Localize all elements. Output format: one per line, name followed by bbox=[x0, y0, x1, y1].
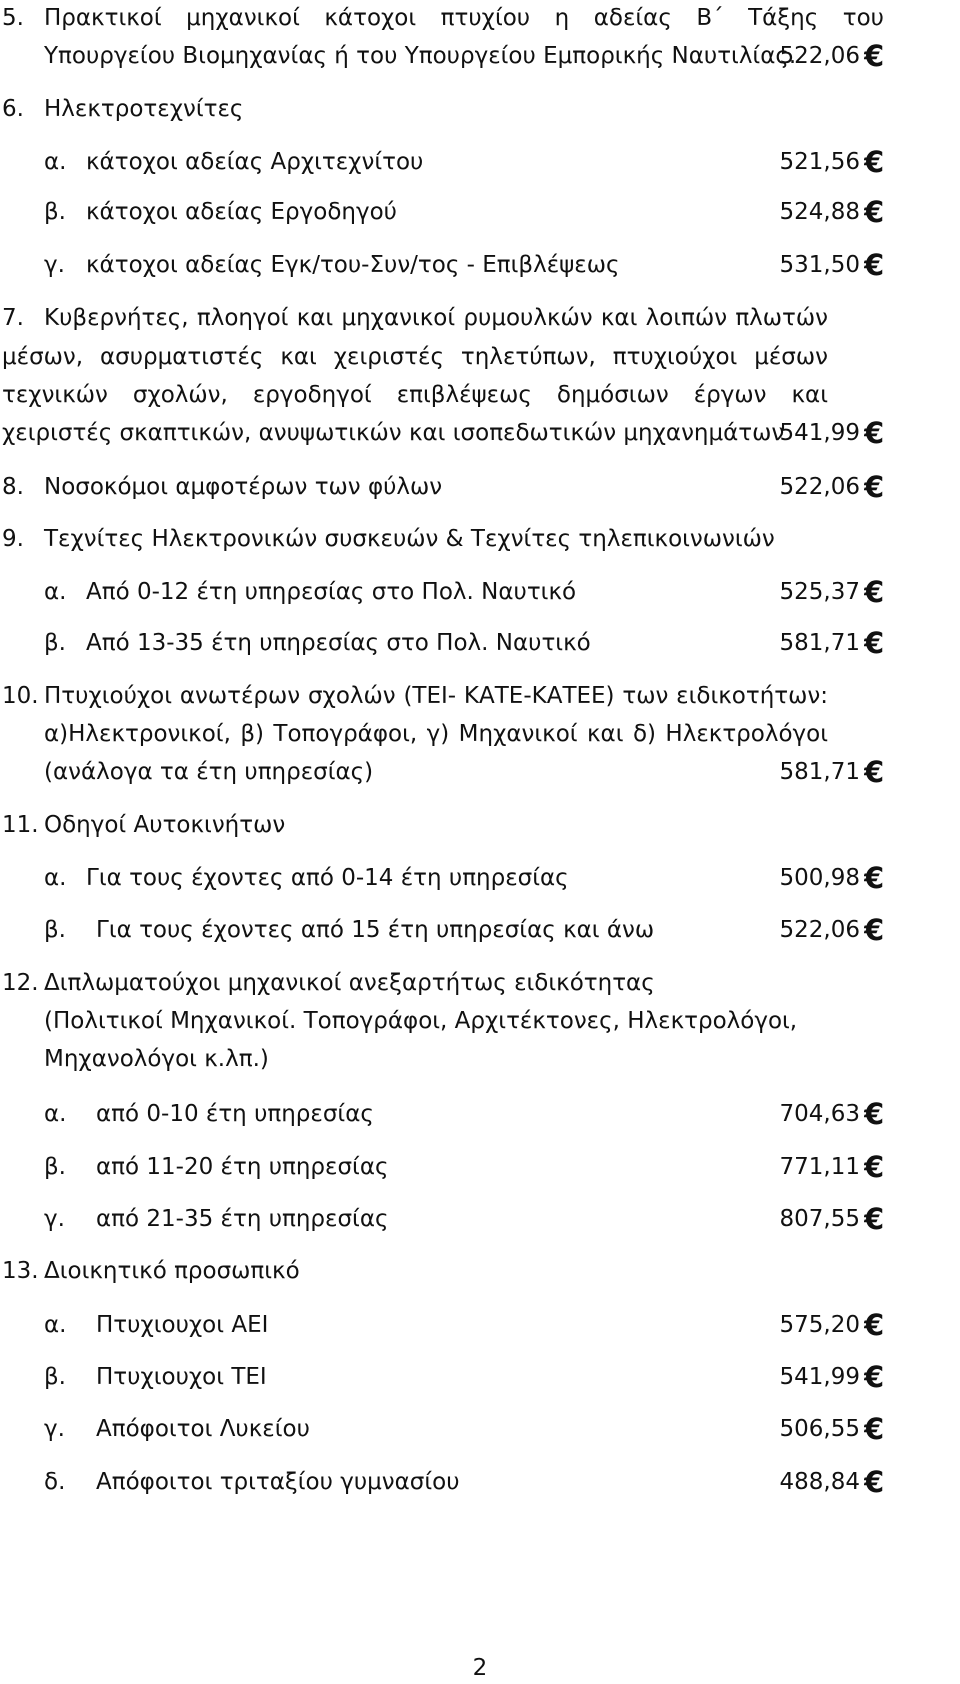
item-text: χειριστές σκαπτικών, ανυψωτικών και ισοπεδωτικών μηχανημάτων bbox=[2, 420, 785, 446]
item-number: 9. bbox=[2, 526, 24, 552]
item-text: τεχνικών σχολών, εργοδηγοί επιβλέψεως δημόσιων έργων και bbox=[2, 382, 828, 408]
amount: 506,55 bbox=[779, 1416, 860, 1442]
item-13-sub-b bbox=[0, 1361, 960, 1393]
item-5-line-2 bbox=[0, 40, 960, 72]
item-13-sub-d bbox=[0, 1466, 960, 1498]
sub-text: Για τους έχοντες από 0-14 έτη υπηρεσίας bbox=[86, 865, 569, 891]
item-number: 5. bbox=[2, 5, 24, 31]
sub-text: κάτοχοι αδείας Αρχιτεχνίτου bbox=[86, 149, 424, 175]
item-9-sub-a bbox=[0, 576, 960, 608]
item-text: Νοσοκόμοι αμφοτέρων των φύλων bbox=[44, 474, 443, 500]
amount: 522,06 bbox=[779, 474, 860, 500]
amount: 500,98 bbox=[779, 865, 860, 891]
sub-text: κάτοχοι αδείας Εργοδηγού bbox=[86, 199, 397, 225]
item-text: (Πολιτικοί Μηχανικοί. Τοπογράφοι, Αρχιτέκτονες, Ηλεκτρολόγοι, bbox=[44, 1008, 798, 1034]
item-5-line-1 bbox=[0, 2, 960, 34]
item-7-line-4 bbox=[0, 417, 960, 449]
item-12-sub-a bbox=[0, 1098, 960, 1130]
sub-label: γ. bbox=[44, 252, 65, 278]
item-13-sub-a bbox=[0, 1309, 960, 1341]
item-12-line-3 bbox=[0, 1043, 960, 1075]
item-6-sub-b bbox=[0, 196, 960, 228]
amount: 581,71 bbox=[779, 630, 860, 656]
item-text: Τεχνίτες Ηλεκτρονικών συσκευών & Τεχνίτες τηλεπικοινωνιών bbox=[44, 526, 775, 552]
item-text: Πτυχιούχοι ανωτέρων σχολών (ΤΕΙ- ΚΑΤΕ-ΚΑΤΕΕ) των ειδικοτήτων: bbox=[44, 683, 828, 709]
euro-symbol: € bbox=[864, 40, 885, 72]
item-13-sub-c bbox=[0, 1413, 960, 1445]
sub-text: Απόφοιτοι τριταξίου γυμνασίου bbox=[96, 1469, 460, 1495]
item-12-line-1 bbox=[0, 967, 960, 999]
item-7-line-2 bbox=[0, 341, 960, 373]
euro-symbol: € bbox=[864, 146, 885, 178]
item-11-sub-a bbox=[0, 862, 960, 894]
item-13-title bbox=[0, 1255, 960, 1287]
item-7-line-1 bbox=[0, 302, 960, 334]
item-11-sub-b bbox=[0, 914, 960, 946]
sub-label: α. bbox=[44, 579, 67, 605]
amount: 525,37 bbox=[779, 579, 860, 605]
euro-symbol: € bbox=[864, 576, 885, 608]
item-number: 6. bbox=[2, 96, 24, 122]
sub-text: Για τους έχοντες από 15 έτη υπηρεσίας και άνω bbox=[96, 917, 655, 943]
amount: 531,50 bbox=[779, 252, 860, 278]
item-7-line-3 bbox=[0, 379, 960, 411]
amount: 541,99 bbox=[779, 1364, 860, 1390]
sub-label: γ. bbox=[44, 1416, 65, 1442]
sub-label: β. bbox=[44, 199, 66, 225]
item-11-title bbox=[0, 809, 960, 841]
item-number: 7. bbox=[2, 305, 24, 331]
amount: 575,20 bbox=[779, 1312, 860, 1338]
item-12-line-2 bbox=[0, 1005, 960, 1037]
sub-text: Απόφοιτοι Λυκείου bbox=[96, 1416, 310, 1442]
sub-label: α. bbox=[44, 1312, 67, 1338]
sub-text: Από 0-12 έτη υπηρεσίας στο Πολ. Ναυτικό bbox=[86, 579, 577, 605]
amount: 522,06 bbox=[779, 917, 860, 943]
item-text: Οδηγοί Αυτοκινήτων bbox=[44, 812, 286, 838]
sub-text: Από 13-35 έτη υπηρεσίας στο Πολ. Ναυτικό bbox=[86, 630, 591, 656]
item-text: μέσων, ασυρματιστές και χειριστές τηλετύπων, πτυχιούχοι μέσων bbox=[2, 344, 828, 370]
amount: 704,63 bbox=[779, 1101, 860, 1127]
sub-label: α. bbox=[44, 149, 67, 175]
item-6-title bbox=[0, 93, 960, 125]
euro-symbol: € bbox=[864, 1151, 885, 1183]
item-10-line-1 bbox=[0, 680, 960, 712]
sub-text: από 0-10 έτη υπηρεσίας bbox=[96, 1101, 374, 1127]
euro-symbol: € bbox=[864, 417, 885, 449]
item-12-sub-c bbox=[0, 1203, 960, 1235]
item-number: 13. bbox=[2, 1258, 39, 1284]
euro-symbol: € bbox=[864, 249, 885, 281]
item-text: Υπουργείου Βιομηχανίας ή του Υπουργείου Εμπορικής Ναυτιλίας. bbox=[44, 43, 797, 69]
euro-symbol: € bbox=[864, 1098, 885, 1130]
amount: 521,56 bbox=[779, 149, 860, 175]
item-9-title bbox=[0, 523, 960, 555]
item-9-sub-b bbox=[0, 627, 960, 659]
sub-label: β. bbox=[44, 1364, 66, 1390]
euro-symbol: € bbox=[864, 627, 885, 659]
euro-symbol: € bbox=[864, 862, 885, 894]
euro-symbol: € bbox=[864, 1203, 885, 1235]
sub-text: από 11-20 έτη υπηρεσίας bbox=[96, 1154, 389, 1180]
item-10-line-3 bbox=[0, 756, 960, 788]
item-text: α)Ηλεκτρονικοί, β) Τοπογράφοι, γ) Μηχανικοί και δ) Ηλεκτρολόγοι bbox=[44, 721, 828, 747]
sub-text: κάτοχοι αδείας Εγκ/του-Συν/τος - Επιβλέψεως bbox=[86, 252, 620, 278]
sub-label: β. bbox=[44, 1154, 66, 1180]
item-text: Ηλεκτροτεχνίτες bbox=[44, 96, 244, 122]
amount: 522,06 bbox=[779, 43, 860, 69]
amount: 581,71 bbox=[779, 759, 860, 785]
amount: 807,55 bbox=[779, 1206, 860, 1232]
item-text: Κυβερνήτες, πλοηγοί και μηχανικοί ρυμουλκών και λοιπών πλωτών bbox=[44, 305, 828, 331]
amount: 771,11 bbox=[779, 1154, 860, 1180]
sub-text: Πτυχιουχοι ΤΕΙ bbox=[96, 1364, 267, 1390]
item-number: 10. bbox=[2, 683, 39, 709]
item-text: Πρακτικοί μηχανικοί κάτοχοι πτυχίου η αδείας Β΄ Τάξης του bbox=[44, 5, 884, 31]
item-text: (ανάλογα τα έτη υπηρεσίας) bbox=[44, 759, 374, 785]
amount: 488,84 bbox=[779, 1469, 860, 1495]
euro-symbol: € bbox=[864, 196, 885, 228]
euro-symbol: € bbox=[864, 914, 885, 946]
item-10-line-2 bbox=[0, 718, 960, 750]
sub-label: γ. bbox=[44, 1206, 65, 1232]
sub-text: από 21-35 έτη υπηρεσίας bbox=[96, 1206, 389, 1232]
sub-label: β. bbox=[44, 917, 66, 943]
amount: 541,99 bbox=[779, 420, 860, 446]
item-text: Μηχανολόγοι κ.λπ.) bbox=[44, 1046, 269, 1072]
sub-label: α. bbox=[44, 1101, 67, 1127]
euro-symbol: € bbox=[864, 471, 885, 503]
sub-label: δ. bbox=[44, 1469, 66, 1495]
item-text: Διπλωματούχοι μηχανικοί ανεξαρτήτως ειδικότητας bbox=[44, 970, 655, 996]
item-number: 12. bbox=[2, 970, 39, 996]
euro-symbol: € bbox=[864, 1361, 885, 1393]
sub-text: Πτυχιουχοι ΑΕΙ bbox=[96, 1312, 269, 1338]
sub-label: β. bbox=[44, 630, 66, 656]
item-6-sub-a bbox=[0, 146, 960, 178]
euro-symbol: € bbox=[864, 756, 885, 788]
item-6-sub-c bbox=[0, 249, 960, 281]
amount: 524,88 bbox=[779, 199, 860, 225]
item-number: 11. bbox=[2, 812, 39, 838]
item-number: 8. bbox=[2, 474, 24, 500]
euro-symbol: € bbox=[864, 1466, 885, 1498]
item-text: Διοικητικό προσωπικό bbox=[44, 1258, 300, 1284]
euro-symbol: € bbox=[864, 1413, 885, 1445]
item-8 bbox=[0, 471, 960, 503]
euro-symbol: € bbox=[864, 1309, 885, 1341]
sub-label: α. bbox=[44, 865, 67, 891]
item-12-sub-b bbox=[0, 1151, 960, 1183]
page-number: 2 bbox=[472, 1655, 488, 1681]
